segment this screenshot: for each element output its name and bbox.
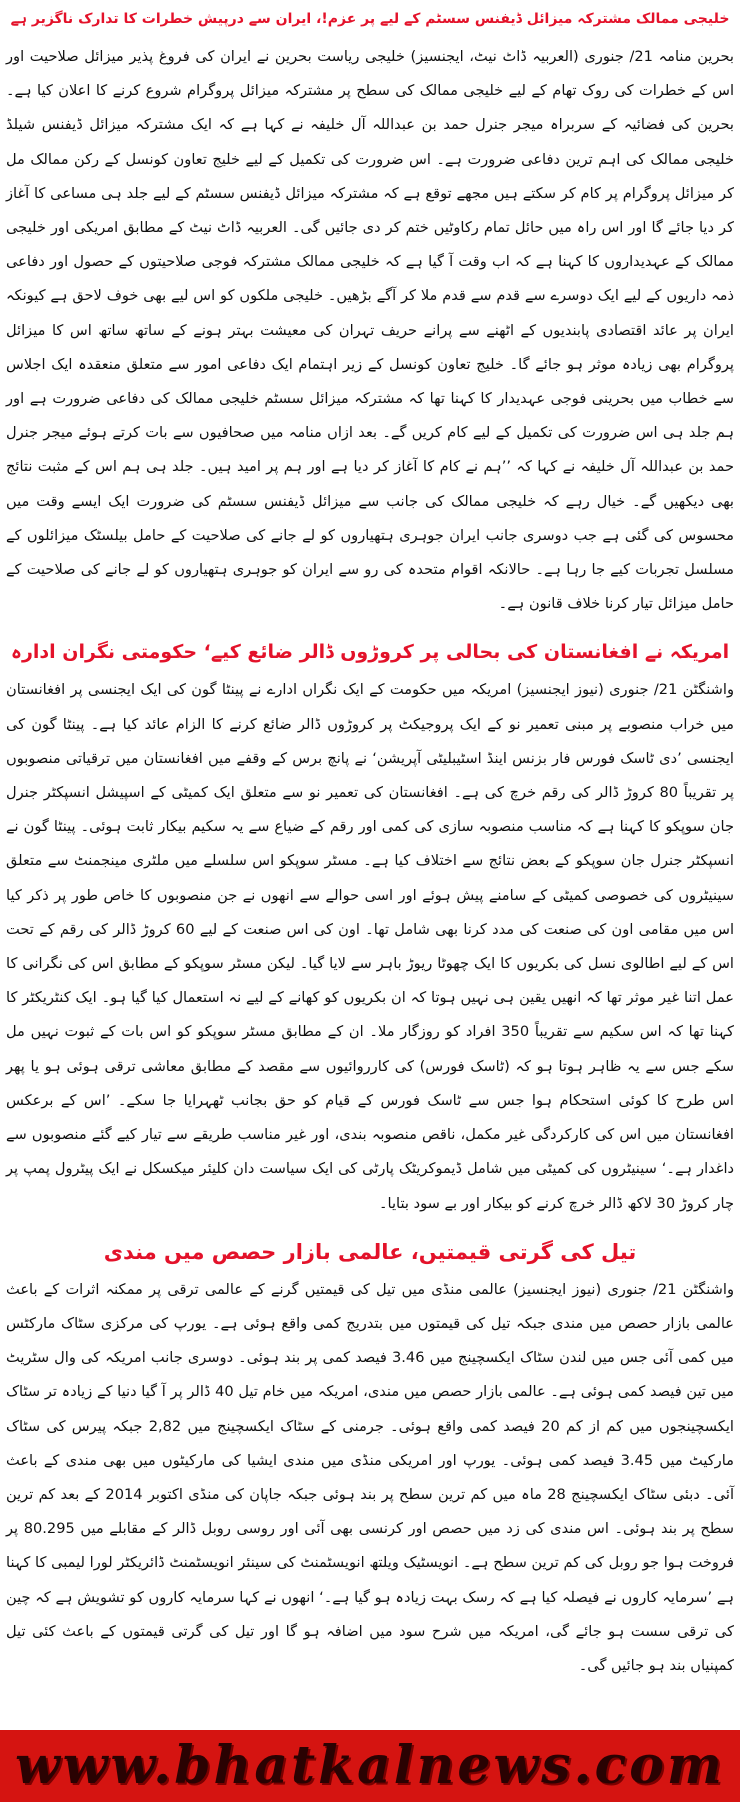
article-gulf-missile-defense [0,2,740,621]
article-body: واشنگٹن 21/ جنوری (نیوز ایجنسیز) عالمی منڈی میں تیل کی قیمتیں گرنے کے عالمی ترقی پر ممکنہ اثرات کے باعث عالمی بازار حصص میں مندی جبکہ تیل کی قیمتوں میں بتدریج کمی واقع ہوئی ہے۔ یورپ کی مرکزی سٹاک مارکٹس میں کمی آئی جس میں لندن سٹاک ایکسچینج میں 3.46 فیصد کمی پر بند ہوئی۔ دوسری جانب امریکہ کی وال سٹریٹ میں تین فیصد کمی ہوئی ہے۔ عالمی بازار حصص میں مندی، امریکہ میں خام تیل 40 ڈالر پر آ گیا دنیا کے زیادہ تر سٹاک ایکسچینجوں میں کم از کم 20 فیصد کمی واقع ہوئی۔ جرمنی کے سٹاک ایکسچینج میں 2,82 جبکہ پیرس کی سٹاک مارکیٹ میں 3.45 فیصد کمی ہوئی۔ یورپ اور امریکی منڈی میں مندی ایشیا کی مارکیٹوں میں بھی مندی کے باعث آئی۔ دبئی سٹاک ایکسچینج 28 ماہ میں کم ترین سطح پر بند ہوئی جبکہ جاپان کی منڈی اکتوبر 2014 کے بعد کم ترین سطح پر بند ہوئی۔ اس مندی کی زد میں حصص اور کرنسی بھی آئی اور روسی روبل ڈالر کے مقابلے میں 80.295 پر فروخت ہوا جو روبل کی کم ترین سطح ہے۔ انویسٹیک ویلتھ انویسٹمنٹ کی سینئر انویسٹمنٹ ڈائریکٹر لورا لیمبی کا کہنا ہے ’سرمایہ کاروں نے فیصلہ کیا ہے کہ رسک بہت زیادہ ہو گیا ہے۔‘ انھوں نے کہا سرمایہ کاروں کو تشویش ہے کہ چین کی ترقی سست ہو جائے گی، امریکہ میں شرح سود میں اضافہ ہو گا اور تیل کی گرتی قیمتوں کے باعث کئی تیل کمپنیاں بند ہو جائیں گی۔ [6,1280,734,1674]
headline: امریکہ نے افغانستان کی بحالی پر کروڑوں ڈالر ضائع کیے‘ حکومتی نگران ادارہ [10,641,730,664]
article-afghanistan-funds [0,635,740,1220]
article-body: واشنگٹن 21/ جنوری (نیوز ایجنسیز) امریکہ میں حکومت کے ایک نگراں ادارے نے پینٹا گون کی ایک ایجنسی پر افغانستان میں خراب منصوبے پر مبنی تعمیر نو کے ایک پروجیکٹ پر کروڑوں ڈالر ضائع کرنے کا الزام عائد کیا ہے۔ پینٹا گون کی ایجنسی ’دی ٹاسک فورس فار بزنس اینڈ اسٹیبلیٹی آپریشن‘ نے پانچ برس کے وقفے میں افغانستان میں ترقیاتی منصوبوں پر تقریباً 80 کروڑ ڈالر کی رقم خرچ کی ہے۔ افغانستان کی تعمیر نو سے متعلق ایک کمیٹی کے اسپیشل انسپکٹر جنرل جان سوپکو کا کہنا ہے کہ مناسب منصوبہ سازی کی کمی اور رقم کے ضیاع سے یہ سکیم بیکار ثابت ہوئی۔ پینٹا گون نے انسپکٹر جنرل جان سوپکو کے بعض نتائج سے اختلاف کیا ہے۔ مسٹر سوپکو اس سلسلے میں ملٹری مینجمنٹ سے متعلق سینیٹروں کی خصوصی کمیٹی کے سامنے پیش ہوئے اور اسی حوالے سے انھوں نے جن منصوبوں کا خاص طور پر ذکر کیا اس میں مقامی اون کی صنعت کی مدد کرنا بھی شامل تھا۔ اون کی اس صنعت کے لیے 60 کروڑ ڈالر کی رقم کے تحت اس کے لیے اطالوی نسل کی بکریوں کا ایک چھوٹا ریوڑ باہر سے لایا گیا۔ لیکن مسٹر سوپکو کے مطابق اس کی نگرانی کا عمل اتنا غیر موثر تھا کہ انھیں یقین ہی نہیں ہوتا کہ ان بکریوں کو کھانے کے لیے نہ استعمال کیا گیا ہو۔ ایک کنٹریکٹر کا کہنا تھا کہ اس سکیم سے تقریباً 350 افراد کو روزگار ملا۔ ان کے مطابق مسٹر سوپکو کو اس بات کے ثبوت نہیں مل سکے جس سے یہ ظاہر ہوتا ہو کہ (ٹاسک فورس) کی کارروائیوں سے مقصد کے مطابق معاشی ترقی ہوئی ہو یا پھر اس طرح کا کوئی استحکام ہوا جس سے ٹاسک فورس کے قیام کو حق بجانب ٹھہرایا جا سکے۔ ’اس کے برعکس افغانستان میں اس کی کارکردگی غیر مکمل، ناقص منصوبہ بندی، اور غیر مناسب طریقے سے تیار کیے گئے منصوبوں سے داغدار ہے۔‘ سینیٹروں کی کمیٹی میں شامل ڈیموکریٹک پارٹی کی ایک سیاست دان کلیئر میکسکل نے ایک پیٹرول پمپ پر چار کروڑ 30 لاکھ ڈالر خرچ کرنے کو بیکار اور بے سود بتایا۔ [6,681,735,1212]
article-body: بحرین منامہ 21/ جنوری (العربیہ ڈاٹ نیٹ، ایجنسیز) خلیجی ریاست بحرین نے ایران کی فروغ پذیر میزائل صلاحیت اور اس کے خطرات کی روک تھام کے لیے خلیجی ممالک کی سطح پر مشترکہ میزائل پروگرام شروع کرنے کا اعلان کیا ہے۔ بحرین کی فضائیہ کے سربراہ میجر جنرل حمد بن عبداللہ آل خلیفہ نے کہا ہے کہ ایک مشترکہ میزائل ڈیفنس شیلڈ خلیجی ممالک کی اہم ترین دفاعی ضرورت ہے۔ اس ضرورت کی تکمیل کے لیے خلیج تعاون کونسل کے رکن ممالک مل کر میزائل پروگرام پر کام کر سکتے ہیں مجھے توقع ہے کہ مشترکہ میزائل ڈیفنس سسٹم کے لیے جلد ہی مساعی کا آغاز کر دیا جائے گا اور اس راہ میں حائل تمام رکاوٹیں ختم کر دی جائیں گی۔ العربیہ ڈاٹ نیٹ کے مطابق امریکی اور خلیجی ممالک کے عہدیداروں کا کہنا ہے کہ اب وقت آ گیا ہے کہ خلیجی ممالک مشترکہ فوجی صلاحیتوں کے حصول اور دفاعی ذمہ داریوں کے لیے ایک دوسرے سے قدم سے قدم ملا کر آگے بڑھیں۔ خلیجی ملکوں کو اس لیے بھی خوف لاحق ہے کیونکہ ایران پر عائد اقتصادی پابندیوں کے اٹھنے سے پرانے حریف تہران کی معیشت بہتر ہونے کے ساتھ ساتھ اس کا میزائل پروگرام بھی زیادہ موثر ہو جائے گا۔ خلیج تعاون کونسل کے زیر اہتمام ایک دفاعی امور سے متعلق منعقدہ ایک اجلاس سے خطاب میں بحرینی فوجی عہدیدار کا کہنا تھا کہ مشترکہ میزائل سسٹم خلیجی ممالک کی دفاعی ضرورت ہے اور ہم جلد ہی اس ضرورت کی تکمیل کے لیے کام کریں گے۔ بعد ازاں منامہ میں صحافیوں سے بات کرتے ہوئے میجر جنرل حمد بن عبداللہ آل خلیفہ نے کہا کہ ’’ہم نے کام کا آغاز کر دیا ہے اور ہم پر امید ہیں۔ جلد ہی ہم اس کے مثبت نتائج بھی دیکھیں گے۔ خیال رہے کہ خلیجی ممالک کی جانب سے میزائل ڈیفنس سسٹم کی ضرورت ایک ایسے وقت میں محسوس کی گئی ہے جب دوسری جانب ایران جوہری ہتھیاروں کو لے جانے کی صلاحیت کے حامل بیلسٹک میزائلوں کے مسلسل تجربات کیے جا رہا ہے۔ حالانکہ اقوام متحدہ کی رو سے ایران کو جوہری ہتھیاروں کو لے جانے کی صلاحیت کے حامل میزائل تیار کرنا خلاف قانون ہے۔ [6,48,734,613]
headline: خلیجی ممالک مشترکہ میزائل ڈیفنس سسٹم کے لیے پر عزم!، ایران سے درپیش خطرات کا تدارک ناگزیر ہے [10,11,730,27]
site-url[interactable]: www.bhatkalnews.com [15,1735,725,1796]
headline: تیل کی گرتی قیمتیں، عالمی بازار حصص میں مندی [103,1239,637,1264]
footer-banner [0,1730,740,1802]
news-page [0,2,740,1802]
article-oil-prices [0,1235,740,1683]
